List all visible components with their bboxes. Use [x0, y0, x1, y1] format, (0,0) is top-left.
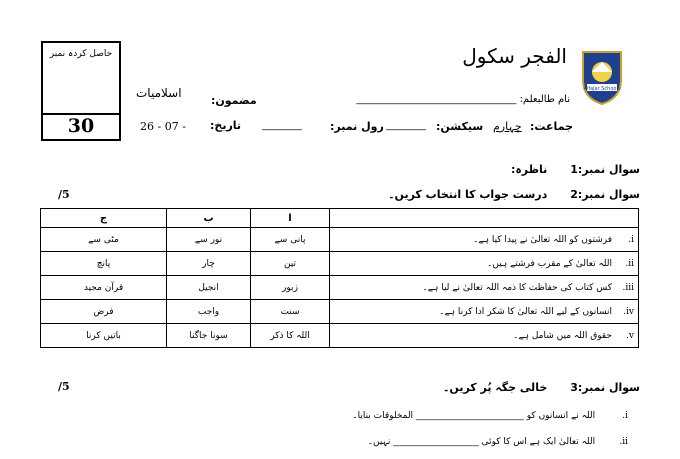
q3-heading	[443, 381, 640, 394]
question-text: اللہ تعالیٰ کے مقرب فرشتے ہیں۔	[487, 258, 612, 269]
question-number: i.	[628, 234, 634, 245]
table-row	[41, 300, 639, 324]
header-question	[330, 209, 639, 228]
date-label: تاریخ:	[210, 119, 242, 132]
item-number: ii.	[619, 437, 628, 447]
q1-title: ناظرہ:	[510, 163, 548, 176]
question-number: v.	[626, 330, 634, 341]
section-label: سیکشن:	[436, 120, 484, 133]
item-text[interactable]: اللہ تعالیٰ ایک ہے اس کا کوئی ___________________ نہیں۔	[367, 437, 596, 447]
table-header-row	[41, 209, 639, 228]
marks-value: 30	[67, 115, 95, 137]
q2-marks: /5	[58, 188, 70, 201]
table-row	[41, 276, 639, 300]
q3-label: سوال نمبر:3	[570, 381, 640, 394]
header-option-b: ب	[167, 209, 251, 228]
option-c[interactable]: پانچ	[41, 252, 167, 276]
option-b[interactable]: سونا جاگنا	[167, 324, 251, 348]
table-row	[41, 252, 639, 276]
class-value: چہارم	[493, 120, 522, 133]
option-a[interactable]: تین	[251, 252, 330, 276]
item-number: i.	[622, 411, 628, 421]
mcq-table	[40, 208, 639, 348]
header-option-c: ج	[41, 209, 167, 228]
q3-title: خالی جگہ پُر کریں۔	[442, 381, 548, 394]
table-row	[41, 228, 639, 252]
marks-label: حاصل کردہ نمبر	[49, 49, 113, 59]
option-a[interactable]: زبور	[251, 276, 330, 300]
question-text: کس کتاب کی حفاظت کا ذمہ اللہ تعالیٰ نے لیا ہے۔	[422, 282, 612, 293]
school-name: الفجر سکول	[462, 44, 567, 68]
student-name-row	[356, 94, 570, 105]
q2-label: سوال نمبر:2	[570, 188, 640, 201]
table-row	[41, 324, 639, 348]
marks-box	[41, 41, 121, 141]
question-cell	[330, 276, 639, 300]
school-logo	[579, 50, 625, 106]
q1-heading	[511, 163, 640, 176]
option-b[interactable]: نور سے	[167, 228, 251, 252]
option-b[interactable]: واجب	[167, 300, 251, 324]
question-text: انسانوں کے لیے اللہ تعالیٰ کا شکر ادا کرنا ہے۔	[439, 306, 612, 317]
q2-title: درست جواب کا انتخاب کریں۔	[388, 188, 548, 201]
question-cell	[330, 252, 639, 276]
option-a[interactable]: پانی سے	[251, 228, 330, 252]
student-name-label: نام طالبعلم:	[519, 94, 570, 105]
roll-number-label: رول نمبر:	[330, 120, 384, 133]
item-text[interactable]: اللہ نے انسانوں کو ________________________ المخلوقات بنایا۔	[352, 411, 596, 421]
subject-label: مضمون:	[211, 94, 257, 107]
student-name-blank[interactable]: ________________________________	[356, 94, 517, 105]
logo-text: Alfajar Schools	[583, 86, 621, 92]
option-b[interactable]: انجیل	[167, 276, 251, 300]
q2-heading	[388, 188, 640, 201]
class-label: جماعت:	[530, 120, 573, 133]
option-c[interactable]: فرض	[41, 300, 167, 324]
question-cell	[330, 228, 639, 252]
header-option-a: ا	[251, 209, 330, 228]
question-text: فرشتوں کو اللہ تعالیٰ نے پیدا کیا ہے۔	[473, 234, 612, 245]
roll-number-blank[interactable]: ________	[262, 120, 302, 131]
option-a[interactable]: سنت	[251, 300, 330, 324]
section-blank[interactable]: ________	[386, 120, 426, 131]
question-number: iii.	[622, 282, 634, 293]
q3-marks: /5	[58, 380, 70, 393]
option-c[interactable]: مٹی سے	[41, 228, 167, 252]
question-number: ii.	[625, 258, 634, 269]
q1-label: سوال نمبر:1	[570, 163, 640, 176]
question-cell	[330, 324, 639, 348]
option-c[interactable]: باتیں کرنا	[41, 324, 167, 348]
subject-value: اسلامیات	[136, 86, 182, 100]
question-number: iv.	[623, 306, 634, 317]
fill-blank-item	[368, 437, 628, 447]
date-value: 26 - 07 -	[140, 120, 186, 133]
option-b[interactable]: چار	[167, 252, 251, 276]
question-text: حقوق اللہ میں شامل ہے۔	[513, 330, 612, 341]
option-c[interactable]: قرآن مجید	[41, 276, 167, 300]
option-a[interactable]: اللہ کا ذکر	[251, 324, 330, 348]
fill-blank-item	[352, 411, 628, 421]
question-cell	[330, 300, 639, 324]
